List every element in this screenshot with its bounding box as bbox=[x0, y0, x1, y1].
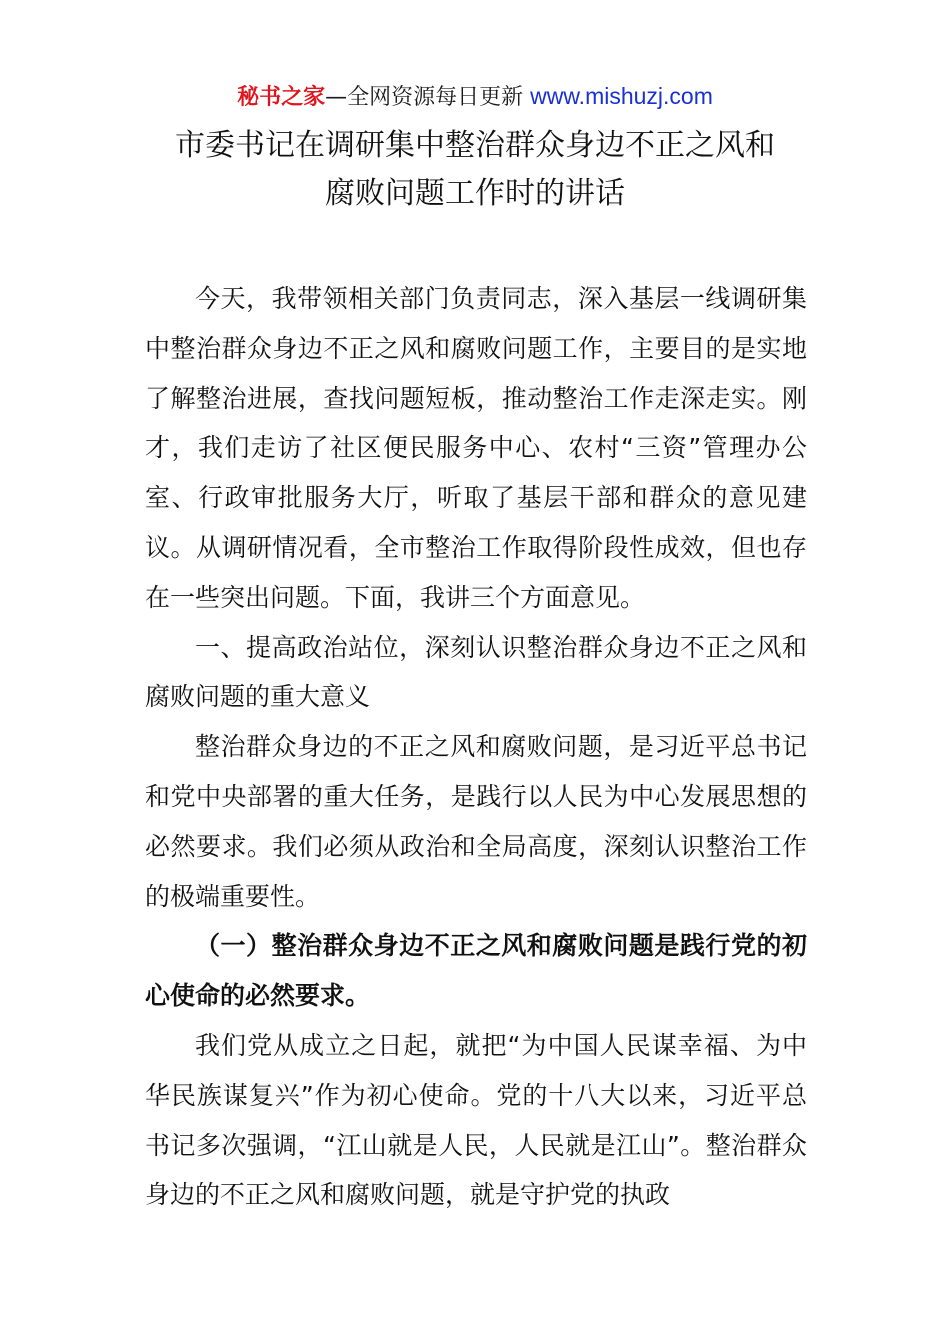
site-url-link[interactable]: www.mishuzj.com bbox=[530, 83, 713, 109]
title-line-1: 市委书记在调研集中整治群众身边不正之风和 bbox=[175, 128, 775, 163]
intro-paragraph: 今天，我带领相关部门负责同志，深入基层一线调研集中整治群众身边不正之风和腐败问题工作，主要目的是实地了解整治进展，查找问题短板，推动整治工作走深走实。刚才，我们走访了社区便民服务中心、农村“三资”管理办公室、行政审批服务大厅，听取了基层干部和群众的意见建议。从调研情况看，全市整治工作取得阶段性成效，但也存在一些突出问题。下面，我讲三个方面意见。 bbox=[145, 284, 807, 612]
subsection-1-paragraph: 我们党从成立之日起，就把“为中国人民谋幸福、为中华民族谋复兴”作为初心使命。党的十八大以来，习近平总书记多次强调，“江山就是人民，人民就是江山”。整治群众身边的不正之风和腐败问题，就是守护党的执政 bbox=[145, 1030, 807, 1210]
title-line-2: 腐败问题工作时的讲话 bbox=[325, 176, 625, 211]
subsection-heading-1: （一）整治群众身边不正之风和腐败问题是践行党的初心使命的必然要求。 bbox=[145, 931, 807, 1011]
document-body bbox=[145, 274, 807, 1220]
document-title bbox=[120, 122, 830, 218]
section-heading-1: 一、提高政治站位，深刻认识整治群众身边不正之风和腐败问题的重大意义 bbox=[145, 632, 807, 712]
section-1-paragraph: 整治群众身边的不正之风和腐败问题，是习近平总书记和党中央部署的重大任务，是践行以人民为中心发展思想的必然要求。我们必须从政治和全局高度，深刻认识整治工作的极端重要性。 bbox=[145, 732, 807, 911]
site-header bbox=[0, 80, 950, 114]
header-tagline: —全网资源每日更新 bbox=[325, 85, 531, 110]
brand-name: 秘书之家 bbox=[237, 85, 326, 110]
